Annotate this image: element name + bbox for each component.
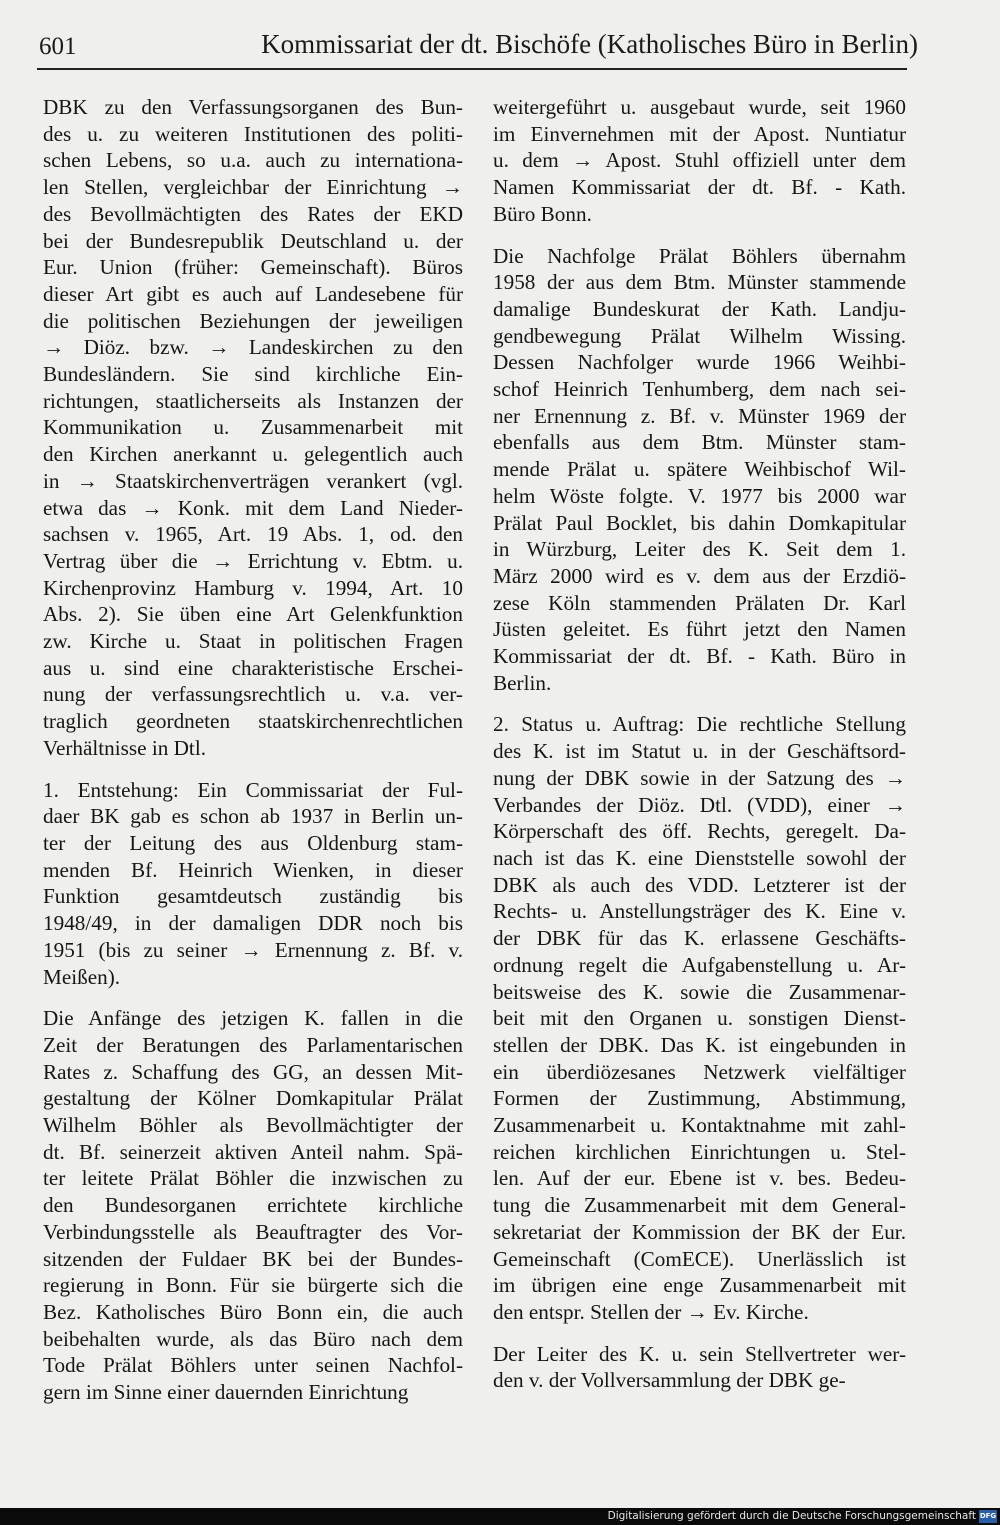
text-line: DBK als auch des VDD. Letzterer ist der: [493, 872, 906, 897]
dfg-logo: DFG: [979, 1510, 997, 1523]
text-line: 1958 der aus dem Btm. Münster stammende: [493, 270, 906, 295]
text-line: des u. zu weiteren Institutionen des politi-: [43, 121, 463, 146]
text-line: 1. Entstehung: Ein Commissariat der Ful-: [43, 777, 463, 802]
paragraph: [493, 711, 906, 1325]
text-line: Zeit der Beratungen des Parlamentarischen: [43, 1032, 463, 1057]
text-line: regierung in Bonn. Für sie bürgerte sich die: [43, 1273, 463, 1298]
text-line: menden Bf. Heinrich Wienken, in dieser: [43, 857, 463, 882]
text-line: ter der Leitung des aus Oldenburg stam-: [43, 830, 463, 855]
text-line: zw. Kirche u. Staat in politischen Fragen: [43, 629, 463, 654]
text-line: DBK zu den Verfassungsorganen des Bun-: [43, 95, 463, 119]
text-line: Körperschaft des öff. Rechts, geregelt. Da-: [493, 819, 906, 844]
text-line: bei der Bundesrepublik Deutschland u. der: [43, 228, 463, 253]
right-column: [493, 94, 906, 1394]
text-line: sachsen v. 1965, Art. 19 Abs. 1, od. den: [43, 522, 463, 547]
text-line: Bez. Katholisches Büro Bonn ein, die auch: [43, 1299, 463, 1324]
page-number: 601: [39, 33, 77, 60]
text-line: len Stellen, vergleichbar der Einrichtung →: [43, 175, 463, 200]
text-line: nach ist das K. eine Dienststelle sowohl der: [493, 845, 906, 870]
text-line: damalige Bundeskurat der Kath. Landju-: [493, 296, 906, 321]
text-line: ner Ernennung z. Bf. v. Münster 1969 der: [493, 403, 906, 428]
text-line: Jüsten geleitet. Es führt jetzt den Namen: [493, 617, 906, 642]
text-line: stellen der DBK. Das K. ist eingebunden in: [493, 1032, 906, 1057]
text-line: Kommunikation u. Zusammenarbeit mit: [43, 415, 463, 440]
text-line: des K. ist im Statut u. in der Geschäftsord-: [493, 739, 906, 764]
text-line: schen Lebens, so u.a. auch zu internationa-: [43, 148, 463, 173]
text-line: Die Anfänge des jetzigen K. fallen in die: [43, 1006, 463, 1031]
text-line: Rechts- u. Anstellungsträger des K. Eine v.: [493, 899, 906, 924]
text-line: nung der DBK sowie in der Satzung des →: [493, 765, 906, 790]
text-line: im übrigen eine enge Zusammenarbeit mit: [493, 1273, 906, 1298]
text-line: Die Nachfolge Prälat Böhlers übernahm: [493, 243, 906, 268]
text-line: den Kirchen anerkannt u. gelegentlich auch: [43, 442, 463, 467]
text-line: Bundesländern. Sie sind kirchliche Ein-: [43, 362, 463, 387]
text-line: zese Köln stammenden Prälaten Dr. Karl: [493, 590, 906, 615]
text-line: daer BK gab es schon ab 1937 in Berlin un-: [43, 804, 463, 829]
text-line: Verbandes der Diöz. Dtl. (VDD), einer →: [493, 792, 906, 817]
text-line: ein überdiözesanes Netzwerk vielfältiger: [493, 1059, 906, 1084]
text-line: März 2000 wird es v. dem aus der Erzdiö-: [493, 563, 906, 588]
text-line: reichen kirchlichen Einrichtungen u. Stel-: [493, 1139, 906, 1164]
text-line: Kirchenprovinz Hamburg v. 1994, Art. 10: [43, 575, 463, 600]
text-line: schof Heinrich Tenhumberg, dem nach sei-: [493, 377, 906, 402]
text-line: Funktion gesamtdeutsch zuständig bis: [43, 884, 463, 909]
text-line: 1951 (bis zu seiner → Ernennung z. Bf. v.: [43, 937, 463, 962]
text-line: Verbindungsstelle als Beauftragter des Vor-: [43, 1219, 463, 1244]
text-line: nung der verfassungsrechtlich u. v.a. ver-: [43, 682, 463, 707]
text-line: den entspr. Stellen der → Ev. Kirche.: [493, 1299, 809, 1324]
text-line: richtungen, staatlicherseits als Instanzen der: [43, 388, 463, 413]
text-line: beitsweise des K. sowie die Zusammenar-: [493, 979, 906, 1004]
text-line: Zusammenarbeit u. Kontaktnahme mit zahl-: [493, 1113, 906, 1138]
text-line: Abs. 2). Sie üben eine Art Gelenkfunktion: [43, 602, 463, 627]
text-line: den v. der Vollversammlung der DBK ge-: [493, 1368, 846, 1393]
text-line: Dessen Nachfolger wurde 1966 Weihbi-: [493, 350, 906, 375]
text-line: den Bundesorganen errichtete kirchliche: [43, 1193, 463, 1218]
text-line: Tode Prälat Böhlers unter seinen Nachfol-: [43, 1353, 463, 1378]
text-line: der DBK für das K. erlassene Geschäfts-: [493, 926, 906, 951]
text-line: gendbewegung Prälat Wilhelm Wissing.: [493, 323, 906, 348]
paragraph: [43, 94, 463, 762]
text-line: u. dem → Apost. Stuhl offiziell unter dem: [493, 148, 906, 173]
text-line: ter leitete Prälat Böhler die inzwischen zu: [43, 1166, 463, 1191]
text-line: sekretariat der Kommission der BK der Eur.: [493, 1219, 906, 1244]
running-title: Kommissariat der dt. Bischöfe (Katholisches Büro in Berlin): [261, 29, 918, 59]
text-line: gern im Sinne einer dauernden Einrichtung: [43, 1380, 409, 1405]
text-line: des Bevollmächtigten des Rates der EKD: [43, 201, 463, 226]
text-line: die politischen Beziehungen der jeweiligen: [43, 308, 463, 333]
text-line: 1948/49, in der damaligen DDR noch bis: [43, 911, 463, 936]
paragraph: [493, 94, 906, 228]
paragraph: [493, 243, 906, 697]
text-line: in Würzburg, Leiter des K. Seit dem 1.: [493, 537, 906, 562]
text-line: Meißen).: [43, 964, 121, 989]
text-line: dt. Bf. seinerzeit aktiven Anteil nahm. Spä-: [43, 1139, 463, 1164]
text-line: ebenfalls aus dem Btm. Münster stam-: [493, 430, 906, 455]
text-line: Der Leiter des K. u. sein Stellvertreter wer-: [493, 1341, 906, 1366]
text-line: gestaltung der Kölner Domkapitular Prälat: [43, 1086, 463, 1111]
text-line: Wilhelm Böhler als Bevollmächtigter der: [43, 1113, 463, 1138]
text-line: traglich geordneten staatskirchenrechtlichen: [43, 709, 463, 734]
left-column: [43, 94, 463, 1406]
text-line: Vertrag über die → Errichtung v. Ebtm. u.: [43, 548, 463, 573]
text-line: im Einvernehmen mit der Apost. Nuntiatur: [493, 121, 906, 146]
text-line: Berlin.: [493, 670, 552, 695]
text-line: Kommissariat der dt. Bf. - Kath. Büro in: [493, 644, 906, 669]
text-line: Namen Kommissariat der dt. Bf. - Kath.: [493, 175, 906, 200]
page-header: [0, 0, 1000, 80]
text-line: dieser Art gibt es auch auf Landesebene für: [43, 281, 463, 306]
paragraph: [43, 1005, 463, 1406]
text-line: Büro Bonn.: [493, 201, 592, 226]
paragraph: [43, 777, 463, 991]
text-line: sitzenden der Fuldaer BK bei der Bundes-: [43, 1246, 463, 1271]
text-line: Rates z. Schaffung des GG, an dessen Mit-: [43, 1059, 463, 1084]
text-line: helm Wöste folgte. V. 1977 bis 2000 war: [493, 483, 906, 508]
text-line: mende Prälat u. spätere Weihbischof Wil-: [493, 457, 906, 482]
text-line: Formen der Zustimmung, Abstimmung,: [493, 1086, 906, 1111]
text-line: Gemeinschaft (ComECE). Unerlässlich ist: [493, 1246, 906, 1271]
text-line: etwa das → Konk. mit dem Land Nieder-: [43, 495, 463, 520]
text-line: beit mit den Organen u. sonstigen Dienst-: [493, 1006, 906, 1031]
text-line: in → Staatskirchenverträgen verankert (vgl.: [43, 468, 463, 493]
digitization-credit: Digitalisierung gefördert durch die Deutsche Forschungsgemeinschaft: [607, 1510, 976, 1522]
text-line: weitergeführt u. ausgebaut wurde, seit 1960: [493, 95, 906, 119]
header-rule: [37, 68, 907, 70]
text-line: Verhältnisse in Dtl.: [43, 735, 207, 760]
text-line: 2. Status u. Auftrag: Die rechtliche Stellung: [493, 712, 906, 737]
text-line: len. Auf der eur. Ebene ist v. bes. Bedeu-: [493, 1166, 906, 1191]
text-line: beibehalten wurde, als das Büro nach dem: [43, 1326, 463, 1351]
text-line: aus u. sind eine charakteristische Erschei-: [43, 655, 463, 680]
text-line: ordnung regelt die Aufgabenstellung u. Ar-: [493, 952, 906, 977]
paragraph: [493, 1341, 906, 1394]
text-line: Eur. Union (früher: Gemeinschaft). Büros: [43, 255, 463, 280]
text-line: Prälat Paul Bocklet, bis dahin Domkapitular: [493, 510, 906, 535]
text-line: → Diöz. bzw. → Landeskirchen zu den: [43, 335, 463, 360]
text-line: tung die Zusammenarbeit mit dem General-: [493, 1193, 906, 1218]
